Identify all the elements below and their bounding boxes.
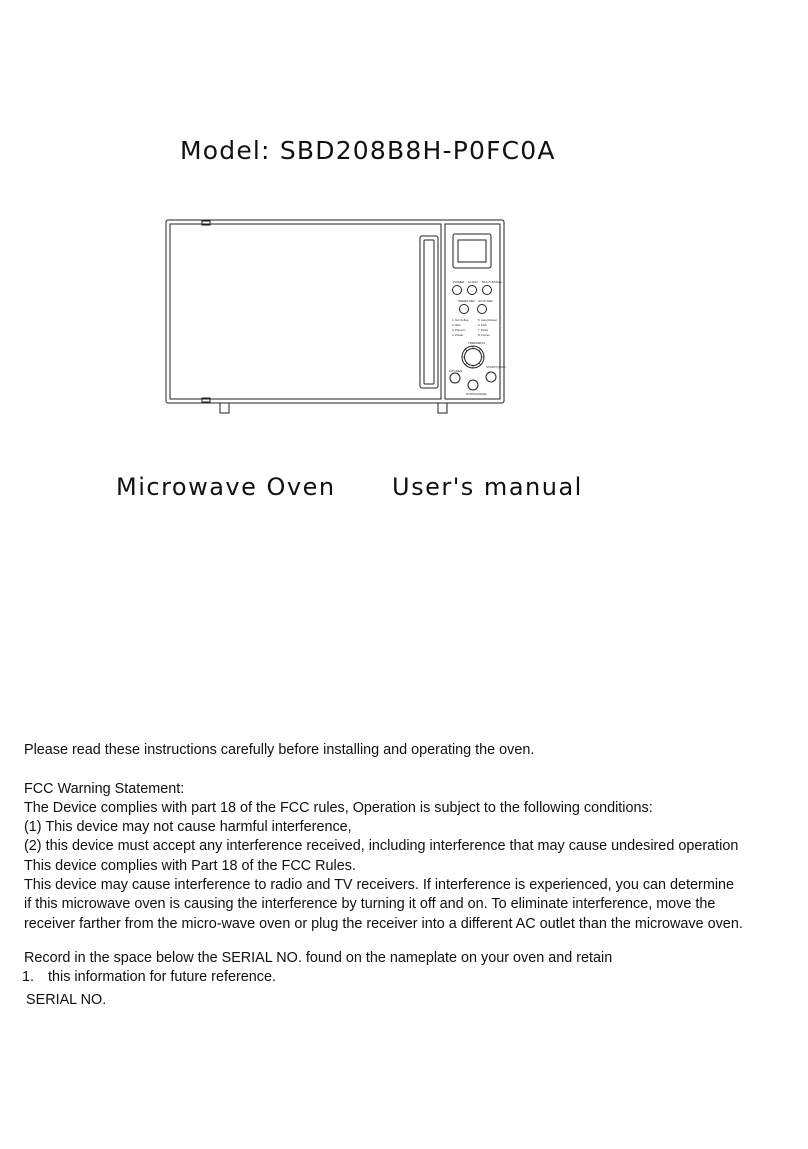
svg-text:4. Potato: 4. Potato: [452, 333, 464, 337]
control-dial-inner: [465, 349, 482, 366]
manual-label: User's manual: [392, 473, 583, 501]
instructions-block: [24, 741, 799, 934]
fcc-heading: FCC Warning Statement:: [24, 780, 185, 797]
svg-text:5. Auto Reheat: 5. Auto Reheat: [478, 318, 497, 322]
auto-defrost-button: [478, 305, 487, 314]
fcc-line: This device may cause interference to radio and TV receivers. If interference is experienced, you can determine: [24, 877, 735, 894]
microwave-oven-illustration: [160, 214, 516, 430]
display-window: [453, 234, 491, 268]
svg-text:SPEED DEF: SPEED DEF: [458, 299, 476, 303]
svg-text:KITCHEN: KITCHEN: [449, 369, 463, 373]
door-handle-inner: [424, 240, 434, 384]
fcc-line: This device complies with Part 18 of the FCC Rules.: [24, 857, 356, 874]
svg-text:TIME/MENU: TIME/MENU: [468, 341, 485, 345]
door-handle: [420, 236, 438, 388]
kitchen-timer-button: [450, 373, 460, 383]
start-button: [486, 372, 496, 382]
svg-text:7. Pizza: 7. Pizza: [478, 328, 488, 332]
foot-right: [438, 403, 447, 413]
oven-door: [170, 224, 441, 399]
svg-text:MULTI-STAGE: MULTI-STAGE: [482, 280, 502, 284]
svg-text:6. Fish: 6. Fish: [478, 323, 487, 327]
product-name: Microwave Oven: [116, 473, 336, 501]
svg-text:STOP/CANCEL: STOP/CANCEL: [466, 392, 488, 396]
svg-text:8. Frozen: 8. Frozen: [478, 333, 490, 337]
serial-label: SERIAL NO.: [26, 992, 107, 1008]
multistage-button: [483, 286, 492, 295]
model-title: Model: SBD208B8H-P0FC0A: [180, 136, 556, 165]
dial-ticks: [462, 346, 484, 368]
svg-text:3. Popcorn: 3. Popcorn: [452, 328, 466, 332]
svg-text:CLOCK: CLOCK: [468, 280, 479, 284]
record-instruction: Record in the space below the SERIAL NO. found on the nameplate on your oven and retain: [24, 950, 613, 966]
svg-text:2. Rice: 2. Rice: [452, 323, 461, 327]
item-text: this information for future reference.: [48, 969, 276, 985]
svg-text:POWER: POWER: [453, 280, 465, 284]
clock-button: [468, 286, 477, 295]
stop-cancel-button: [468, 380, 478, 390]
fcc-line: The Device complies with part 18 of the FCC rules, Operation is subject to the following conditions:: [24, 799, 653, 816]
svg-text:START/QUICK: START/QUICK: [486, 365, 506, 369]
read-instructions: Please read these instructions carefully before installing and operating the oven.: [24, 742, 535, 758]
power-button: [453, 286, 462, 295]
fcc-line: (1) This device may not cause harmful interference,: [24, 819, 352, 836]
item-number: 1.: [22, 969, 35, 985]
display-screen: [458, 240, 486, 262]
fcc-line: if this microwave oven is causing the interference by turning it off and on. To eliminate interference, move the: [24, 896, 716, 913]
svg-text:AUTO DEF: AUTO DEF: [478, 299, 494, 303]
fcc-line: (2) this device must accept any interference received, including interference that may cause undesired operation: [24, 838, 739, 855]
foot-left: [220, 403, 229, 413]
speed-defrost-button: [460, 305, 469, 314]
numbered-item: [22, 969, 276, 985]
fcc-line: receiver farther from the micro-wave oven or plug the receiver into a different AC outlet than the microwave oven.: [24, 915, 743, 932]
svg-text:1. Hot Coffee: 1. Hot Coffee: [452, 318, 469, 322]
